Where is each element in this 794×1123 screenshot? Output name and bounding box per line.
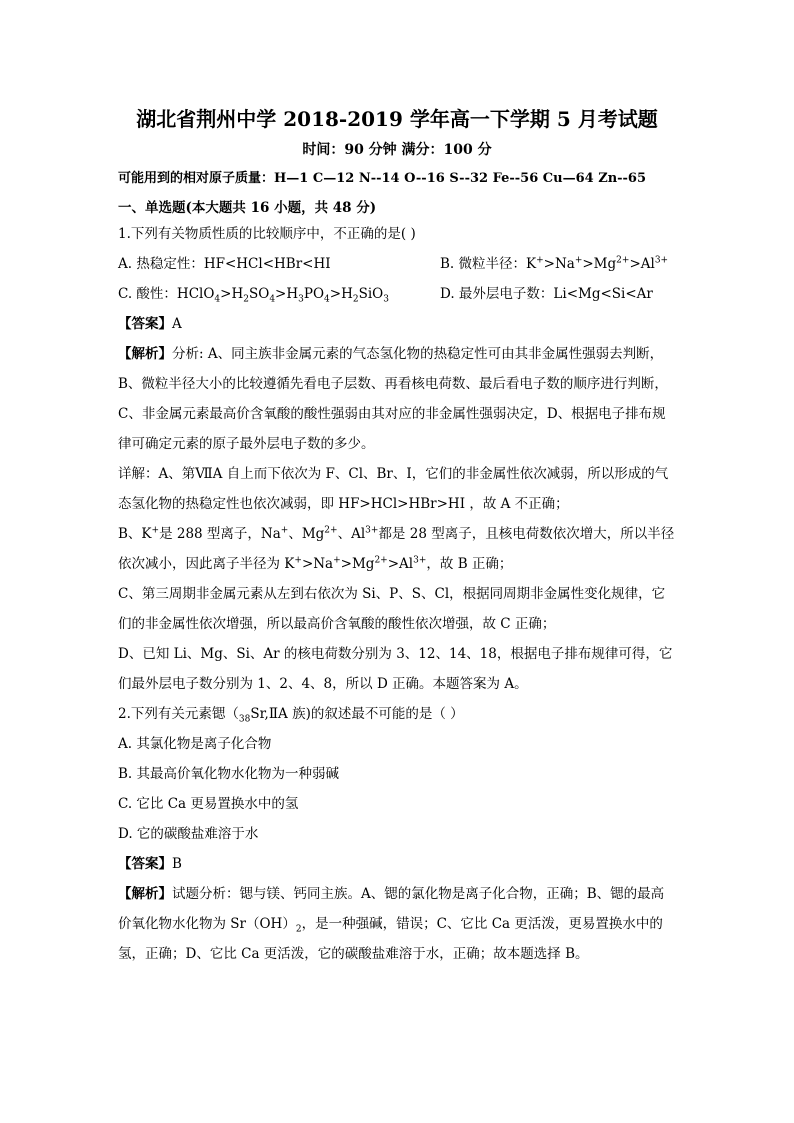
question-2-analysis: 【解析】试题分析：锶与镁、钙同主族。A、锶的氯化物是离子化合物，正确；B、锶的最高价氧化物水化物为 $Sr(OH)_2$，是一种强碱，错误；C、它比 Ca 更活泼，更易置换水中的氢，正确；D、它比 Ca 更活泼，它的碳酸盐难溶于水，正确；故本题选择 B。 xyxy=(118,886,665,962)
question-1-options-row-1 xyxy=(118,249,676,279)
question-1-option-b: B. 微粒半径：$K^+>Na^+>Mg^{2+}>Al^{3+}$ xyxy=(440,255,669,272)
section-heading: 一、单选题(本大题共 16 小题，共 48 分) xyxy=(118,200,377,216)
question-2-option-b: B. 其最高价氧化物水化物为一种弱碱 xyxy=(118,766,340,782)
analysis-tag: 【解析】 xyxy=(118,346,172,362)
page-title: 湖北省荆州中学 2018-2019 学年高一下学期 5 月考试题 xyxy=(136,107,658,131)
question-1-option-c: C. 酸性：$HClO_4>H_2SO_4>H_3PO_4>H_2SiO_3$ xyxy=(118,286,389,305)
question-1-stem: 1.下列有关物质性质的比较顺序中，不正确的是( ) xyxy=(118,226,416,242)
analysis-tag: 【解析】 xyxy=(118,886,172,902)
answer-tag: 【答案】 xyxy=(118,856,172,872)
answer-value: B xyxy=(172,856,182,872)
question-2 xyxy=(118,699,676,969)
answer-tag: 【答案】 xyxy=(118,316,172,332)
question-1-option-d: D. 最外层电子数：Li<Mg<Si<Ar xyxy=(440,286,653,302)
question-1 xyxy=(118,219,676,699)
question-2-option-c: C. 它比 Ca 更易置换水中的氢 xyxy=(118,796,299,812)
exam-time-score: 时间：90 分钟 满分：100 分 xyxy=(302,142,492,158)
question-1-analysis: 【解析】分析: A、同主族非金属元素的气态氢化物的热稳定性可由其非金属性强弱去判断，B、微粒半径大小的比较遵循先看电子层数、再看核电荷数、最后看电子数的顺序进行判断，C、非金属元素最高价含氧酸的酸性强弱由其对应的非金属性强弱决定，D、根据电子排布规律可确定元素的原子最外层电子数的多少。 xyxy=(118,346,668,452)
question-1-option-a: A. 热稳定性：HF<HCl<HBr<HI xyxy=(118,256,331,272)
question-1-detail-b: B、K+是 288 型离子，Na+、$Mg^{2+}$、$Al^{3+}$都是 28 型离子，且核电荷数依次增大，所以半径依次减小，因此离子半径为 $K^+>Na^+>Mg^{2+}>Al^{3+}$，故 B 正确； xyxy=(118,525,675,572)
question-1-detail-a: 详解：A、第ⅦA 自上而下依次为 F、Cl、Br、I，它们的非金属性依次减弱，所以形成的气态氢化物的热稳定性也依次减弱，即 HF>HCl>HBr>HI ，故 A 不正确； xyxy=(118,466,669,512)
question-2-stem: 2.下列有关元素锶（$_{38}Sr,ⅡA$ 族)的叙述最不可能的是（ ） xyxy=(118,706,464,725)
question-2-option-d: D. 它的碳酸盐难溶于水 xyxy=(118,826,259,842)
answer-value: A xyxy=(172,316,182,332)
question-2-answer xyxy=(118,849,676,879)
question-1-detail-d: D、已知 Li、Mg、Si、Ar 的核电荷数分别为 3、12、14、18，根据电子排布规律可得，它们最外层电子数分别为 1、2、4、8，所以 D 正确。本题答案为 A。 xyxy=(118,646,673,692)
relative-atomic-masses: 可能用到的相对原子质量：H—1 C—12 N--14 O--16 S--32 Fe--56 Cu—64 Zn--65 xyxy=(118,171,647,186)
question-1-options-row-2 xyxy=(118,279,676,309)
question-1-answer xyxy=(118,309,676,339)
question-1-detail-c: C、第三周期非金属元素从左到右依次为 Si、P、S、Cl，根据同周期非金属性变化规律，它们的非金属性依次增强，所以最高价含氧酸的酸性依次增强，故 C 正确； xyxy=(118,586,666,632)
question-2-option-a: A. 其氯化物是离子化合物 xyxy=(118,736,272,752)
